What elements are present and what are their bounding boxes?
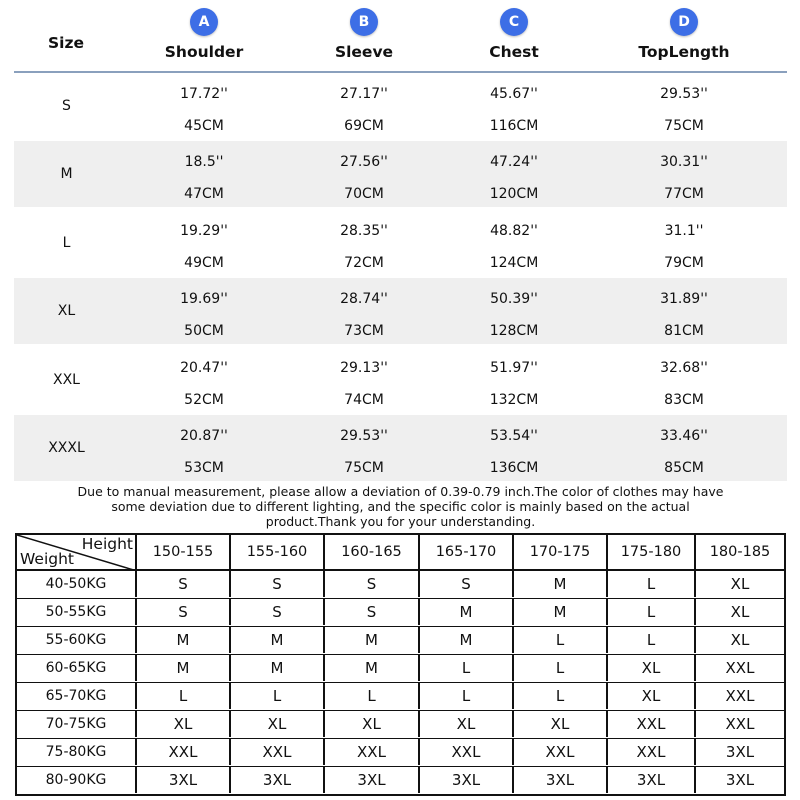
recommended-size: 3XL (135, 767, 229, 793)
weight-range: 40-50KG (45, 576, 107, 592)
cm-value: 124CM (489, 255, 539, 271)
weight-row (17, 683, 784, 711)
height-axis-label: Height (81, 535, 133, 553)
size-row-s (14, 73, 787, 139)
height-range: 165-170 (418, 535, 512, 569)
recommended-size: 3XL (323, 767, 418, 793)
inch-value: 50.39'' (490, 291, 538, 307)
toplength-cell (604, 415, 764, 481)
recommended-size: L (606, 627, 694, 653)
cm-value: 132CM (489, 392, 539, 408)
recommended-size: S (323, 571, 418, 597)
shoulder-cell (134, 347, 274, 413)
chest-column-header (444, 0, 584, 72)
shoulder-cell (134, 415, 274, 481)
sleeve-column-header (294, 0, 434, 72)
recommended-size: 3XL (512, 767, 606, 793)
inch-value: 31.1'' (664, 223, 704, 239)
inch-value: 27.17'' (340, 86, 388, 102)
toplength-cell (604, 347, 764, 413)
inch-value: 28.74'' (340, 291, 388, 307)
recommended-size: 3XL (694, 739, 784, 765)
recommended-size: L (323, 683, 418, 709)
recommended-size: L (512, 627, 606, 653)
recommended-size: 3XL (606, 767, 694, 793)
size-label: XXXL (48, 440, 85, 456)
recommended-size: XXL (229, 739, 323, 765)
recommended-size: XL (323, 711, 418, 737)
recommended-size: M (323, 655, 418, 681)
recommended-size: S (135, 571, 229, 597)
cm-value: 75CM (664, 118, 704, 134)
toplength-cell (604, 210, 764, 276)
recommended-size: L (512, 655, 606, 681)
shoulder-column-header (134, 0, 274, 72)
cm-value: 77CM (664, 186, 704, 202)
weight-range: 65-70KG (45, 688, 107, 704)
inch-value: 29.53'' (340, 428, 388, 444)
recommended-size: XXL (606, 739, 694, 765)
recommended-size: M (323, 627, 418, 653)
chest-cell (444, 347, 584, 413)
inch-value: 47.24'' (490, 154, 538, 170)
recommended-size: M (512, 599, 606, 625)
size-column-header (14, 0, 119, 72)
note-line: Due to manual measurement, please allow a deviation of 0.39-0.79 inch.The color of clothes may have (77, 484, 724, 499)
cm-value: 81CM (664, 323, 704, 339)
cm-value: 120CM (489, 186, 539, 202)
recommended-size: XXL (606, 711, 694, 737)
recommended-size: XL (606, 683, 694, 709)
cm-value: 128CM (489, 323, 539, 339)
size-row-xxl (14, 347, 787, 413)
recommended-size: XXL (694, 683, 784, 709)
inch-value: 33.46'' (660, 428, 708, 444)
weight-row (17, 627, 784, 655)
chest-cell (444, 210, 584, 276)
toplength-cell (604, 141, 764, 207)
toplength-cell (604, 73, 764, 139)
size-row-xl (14, 278, 787, 344)
sleeve-cell (294, 141, 434, 207)
recommended-size: M (512, 571, 606, 597)
note-line: some deviation due to different lighting, and the specific color is mainly based on the actual (111, 499, 690, 514)
shoulder-cell (134, 73, 274, 139)
shoulder-cell (134, 278, 274, 344)
size-header-label: Size (48, 34, 85, 52)
cm-value: 70CM (344, 186, 384, 202)
cm-value: 72CM (344, 255, 384, 271)
height-range: 180-185 (694, 535, 784, 569)
height-range: 155-160 (229, 535, 323, 569)
chest-label: Chest (489, 43, 539, 61)
height-range: 175-180 (606, 535, 694, 569)
inch-value: 17.72'' (180, 86, 228, 102)
cm-value: 75CM (344, 460, 384, 476)
inch-value: 20.47'' (180, 360, 228, 376)
height-range: 160-165 (323, 535, 418, 569)
inch-value: 53.54'' (490, 428, 538, 444)
recommended-size: XL (606, 655, 694, 681)
recommended-size: L (512, 683, 606, 709)
size-row-m (14, 141, 787, 207)
recommended-size: XXL (694, 711, 784, 737)
toplength-cell (604, 278, 764, 344)
cm-value: 53CM (184, 460, 224, 476)
badge-c-icon: C (500, 8, 528, 36)
recommended-size: L (229, 683, 323, 709)
cm-value: 136CM (489, 460, 539, 476)
recommended-size: XL (135, 711, 229, 737)
recommended-size: L (135, 683, 229, 709)
weight-range: 80-90KG (45, 772, 107, 788)
badge-b-icon: B (350, 8, 378, 36)
cm-value: 73CM (344, 323, 384, 339)
recommended-size: S (135, 599, 229, 625)
sleeve-cell (294, 415, 434, 481)
weight-row (17, 711, 784, 739)
recommended-size: S (229, 599, 323, 625)
cm-value: 83CM (664, 392, 704, 408)
weight-range: 75-80KG (45, 744, 107, 760)
recommended-size: M (135, 655, 229, 681)
weight-row (17, 739, 784, 767)
inch-value: 27.56'' (340, 154, 388, 170)
note-line: product.Thank you for your understanding. (265, 514, 536, 529)
recommended-size: L (418, 655, 512, 681)
recommended-size: 3XL (694, 767, 784, 793)
shoulder-cell (134, 141, 274, 207)
sleeve-cell (294, 347, 434, 413)
sleeve-cell (294, 210, 434, 276)
recommended-size: S (323, 599, 418, 625)
inch-value: 32.68'' (660, 360, 708, 376)
inch-value: 29.13'' (340, 360, 388, 376)
recommended-size: L (418, 683, 512, 709)
weight-range: 50-55KG (45, 604, 107, 620)
inch-value: 19.69'' (180, 291, 228, 307)
inch-value: 19.29'' (180, 223, 228, 239)
cm-value: 52CM (184, 392, 224, 408)
recommended-size: XL (694, 571, 784, 597)
size-label: S (62, 98, 71, 114)
chest-cell (444, 278, 584, 344)
cm-value: 74CM (344, 392, 384, 408)
cm-value: 116CM (489, 118, 539, 134)
weight-row (17, 767, 784, 795)
size-row-xxxl (14, 415, 787, 481)
weight-axis-label: Weight (20, 550, 75, 568)
recommended-size: S (229, 571, 323, 597)
recommended-size: XL (229, 711, 323, 737)
inch-value: 31.89'' (660, 291, 708, 307)
recommended-size: M (418, 599, 512, 625)
inch-value: 20.87'' (180, 428, 228, 444)
inch-value: 18.5'' (184, 154, 224, 170)
inch-value: 29.53'' (660, 86, 708, 102)
recommended-size: XXL (694, 655, 784, 681)
cm-value: 85CM (664, 460, 704, 476)
height-weight-table (15, 533, 786, 796)
recommended-size: 3XL (418, 767, 512, 793)
cm-value: 49CM (184, 255, 224, 271)
recommended-size: L (606, 599, 694, 625)
recommended-size: XXL (512, 739, 606, 765)
recommended-size: XL (694, 599, 784, 625)
size-label: XL (57, 303, 76, 319)
recommended-size: XXL (323, 739, 418, 765)
cm-value: 79CM (664, 255, 704, 271)
weight-range: 60-65KG (45, 660, 107, 676)
recommended-size: S (418, 571, 512, 597)
recommended-size: M (229, 655, 323, 681)
toplength-label: TopLength (638, 43, 730, 61)
size-label: M (60, 166, 73, 182)
height-range: 150-155 (135, 535, 229, 569)
sleeve-cell (294, 278, 434, 344)
shoulder-cell (134, 210, 274, 276)
recommended-size: XXL (135, 739, 229, 765)
height-header-row (17, 535, 784, 571)
recommended-size: XXL (418, 739, 512, 765)
inch-value: 28.35'' (340, 223, 388, 239)
inch-value: 48.82'' (490, 223, 538, 239)
cm-value: 47CM (184, 186, 224, 202)
recommended-size: XL (512, 711, 606, 737)
toplength-column-header (604, 0, 764, 72)
recommended-size: M (418, 627, 512, 653)
size-chart (14, 0, 787, 488)
inch-value: 45.67'' (490, 86, 538, 102)
cm-value: 45CM (184, 118, 224, 134)
chest-cell (444, 415, 584, 481)
recommended-size: 3XL (229, 767, 323, 793)
height-range: 170-175 (512, 535, 606, 569)
recommended-size: M (135, 627, 229, 653)
sleeve-cell (294, 73, 434, 139)
weight-row (17, 655, 784, 683)
recommended-size: L (606, 571, 694, 597)
chest-cell (444, 141, 584, 207)
weight-row (17, 571, 784, 599)
chest-cell (444, 73, 584, 139)
corner-cell (17, 535, 135, 569)
weight-row (17, 599, 784, 627)
shoulder-label: Shoulder (164, 43, 244, 61)
sleeve-label: Sleeve (334, 43, 394, 61)
weight-range: 55-60KG (45, 632, 107, 648)
cm-value: 69CM (344, 118, 384, 134)
badge-d-icon: D (670, 8, 698, 36)
inch-value: 30.31'' (660, 154, 708, 170)
badge-a-icon: A (190, 8, 218, 36)
size-label: XXL (53, 372, 80, 388)
inch-value: 51.97'' (490, 360, 538, 376)
recommended-size: M (229, 627, 323, 653)
recommended-size: XL (418, 711, 512, 737)
measurement-note (14, 484, 787, 529)
size-row-l (14, 210, 787, 276)
weight-range: 70-75KG (45, 716, 107, 732)
size-label: L (62, 235, 71, 251)
cm-value: 50CM (184, 323, 224, 339)
recommended-size: XL (694, 627, 784, 653)
